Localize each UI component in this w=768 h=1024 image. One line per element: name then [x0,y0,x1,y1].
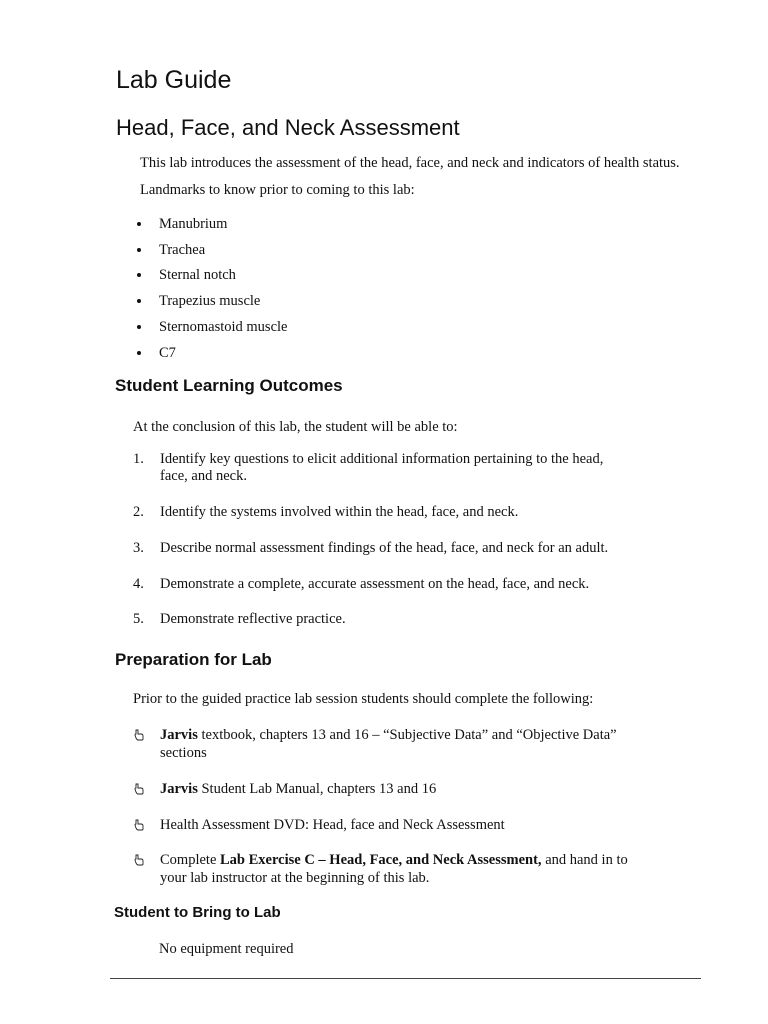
bullet-dot-icon [137,222,141,226]
list-item: Sternal notch [159,267,236,283]
document-subtitle: Head, Face, and Neck Assessment [116,115,460,140]
pointing-hand-icon [134,854,144,866]
bring-text: No equipment required [159,941,294,957]
list-number: 4. [133,576,144,592]
intro-paragraph: This lab introduces the assessment of the head, face, and neck and indicators of health status. [140,155,680,171]
list-item: Identify key questions to elicit additional information pertaining to the head, [160,451,604,467]
list-item: Health Assessment DVD: Head, face and Neck Assessment [160,817,505,833]
list-item: Demonstrate a complete, accurate assessment on the head, face, and neck. [160,576,590,592]
list-item [160,780,436,798]
list-item: Sternomastoid muscle [159,319,288,335]
list-item: Identify the systems involved within the head, face, and neck. [160,504,519,520]
list-item: Demonstrate reflective practice. [160,611,346,627]
list-item [160,851,628,869]
bullet-dot-icon [137,273,141,277]
book-title: Jarvis [160,727,198,743]
document-title: Lab Guide [116,66,232,94]
preparation-heading: Preparation for Lab [115,650,272,669]
list-item-text: Student Lab Manual, chapters 13 and 16 [197,781,437,797]
exercise-title: Lab Exercise C – Head, Face, and Neck Assessment, [220,852,542,868]
pointing-hand-icon [134,819,144,831]
pointing-hand-icon [134,783,144,795]
list-item-continuation: face, and neck. [160,468,247,484]
preparation-intro: Prior to the guided practice lab session students should complete the following: [133,691,594,707]
bullet-dot-icon [137,351,141,355]
list-item: Describe normal assessment findings of the head, face, and neck for an adult. [160,540,609,556]
list-item-text: and hand in to [541,852,628,868]
list-item: Trachea [159,242,206,258]
list-item: C7 [159,345,176,361]
bullet-dot-icon [137,248,141,252]
list-item: Manubrium [159,216,228,232]
list-item-text: textbook, chapters 13 and 16 – “Subjective Data” and “Objective Data” [197,727,617,743]
bullet-dot-icon [137,299,141,303]
list-item-continuation: sections [160,745,207,761]
landmarks-intro: Landmarks to know prior to coming to this lab: [140,182,415,198]
list-number: 1. [133,451,144,467]
list-item: Trapezius muscle [159,293,261,309]
list-item-text: Complete [160,852,221,868]
bring-heading: Student to Bring to Lab [114,904,281,921]
pointing-hand-icon [134,729,144,741]
list-item-continuation: your lab instructor at the beginning of this lab. [160,870,430,886]
outcomes-heading: Student Learning Outcomes [115,376,343,395]
list-item [160,726,617,744]
outcomes-intro: At the conclusion of this lab, the student will be able to: [133,419,458,435]
footer-divider [110,978,701,979]
list-number: 3. [133,540,144,556]
list-number: 5. [133,611,144,627]
list-number: 2. [133,504,144,520]
bullet-dot-icon [137,325,141,329]
book-title: Jarvis [160,781,198,797]
